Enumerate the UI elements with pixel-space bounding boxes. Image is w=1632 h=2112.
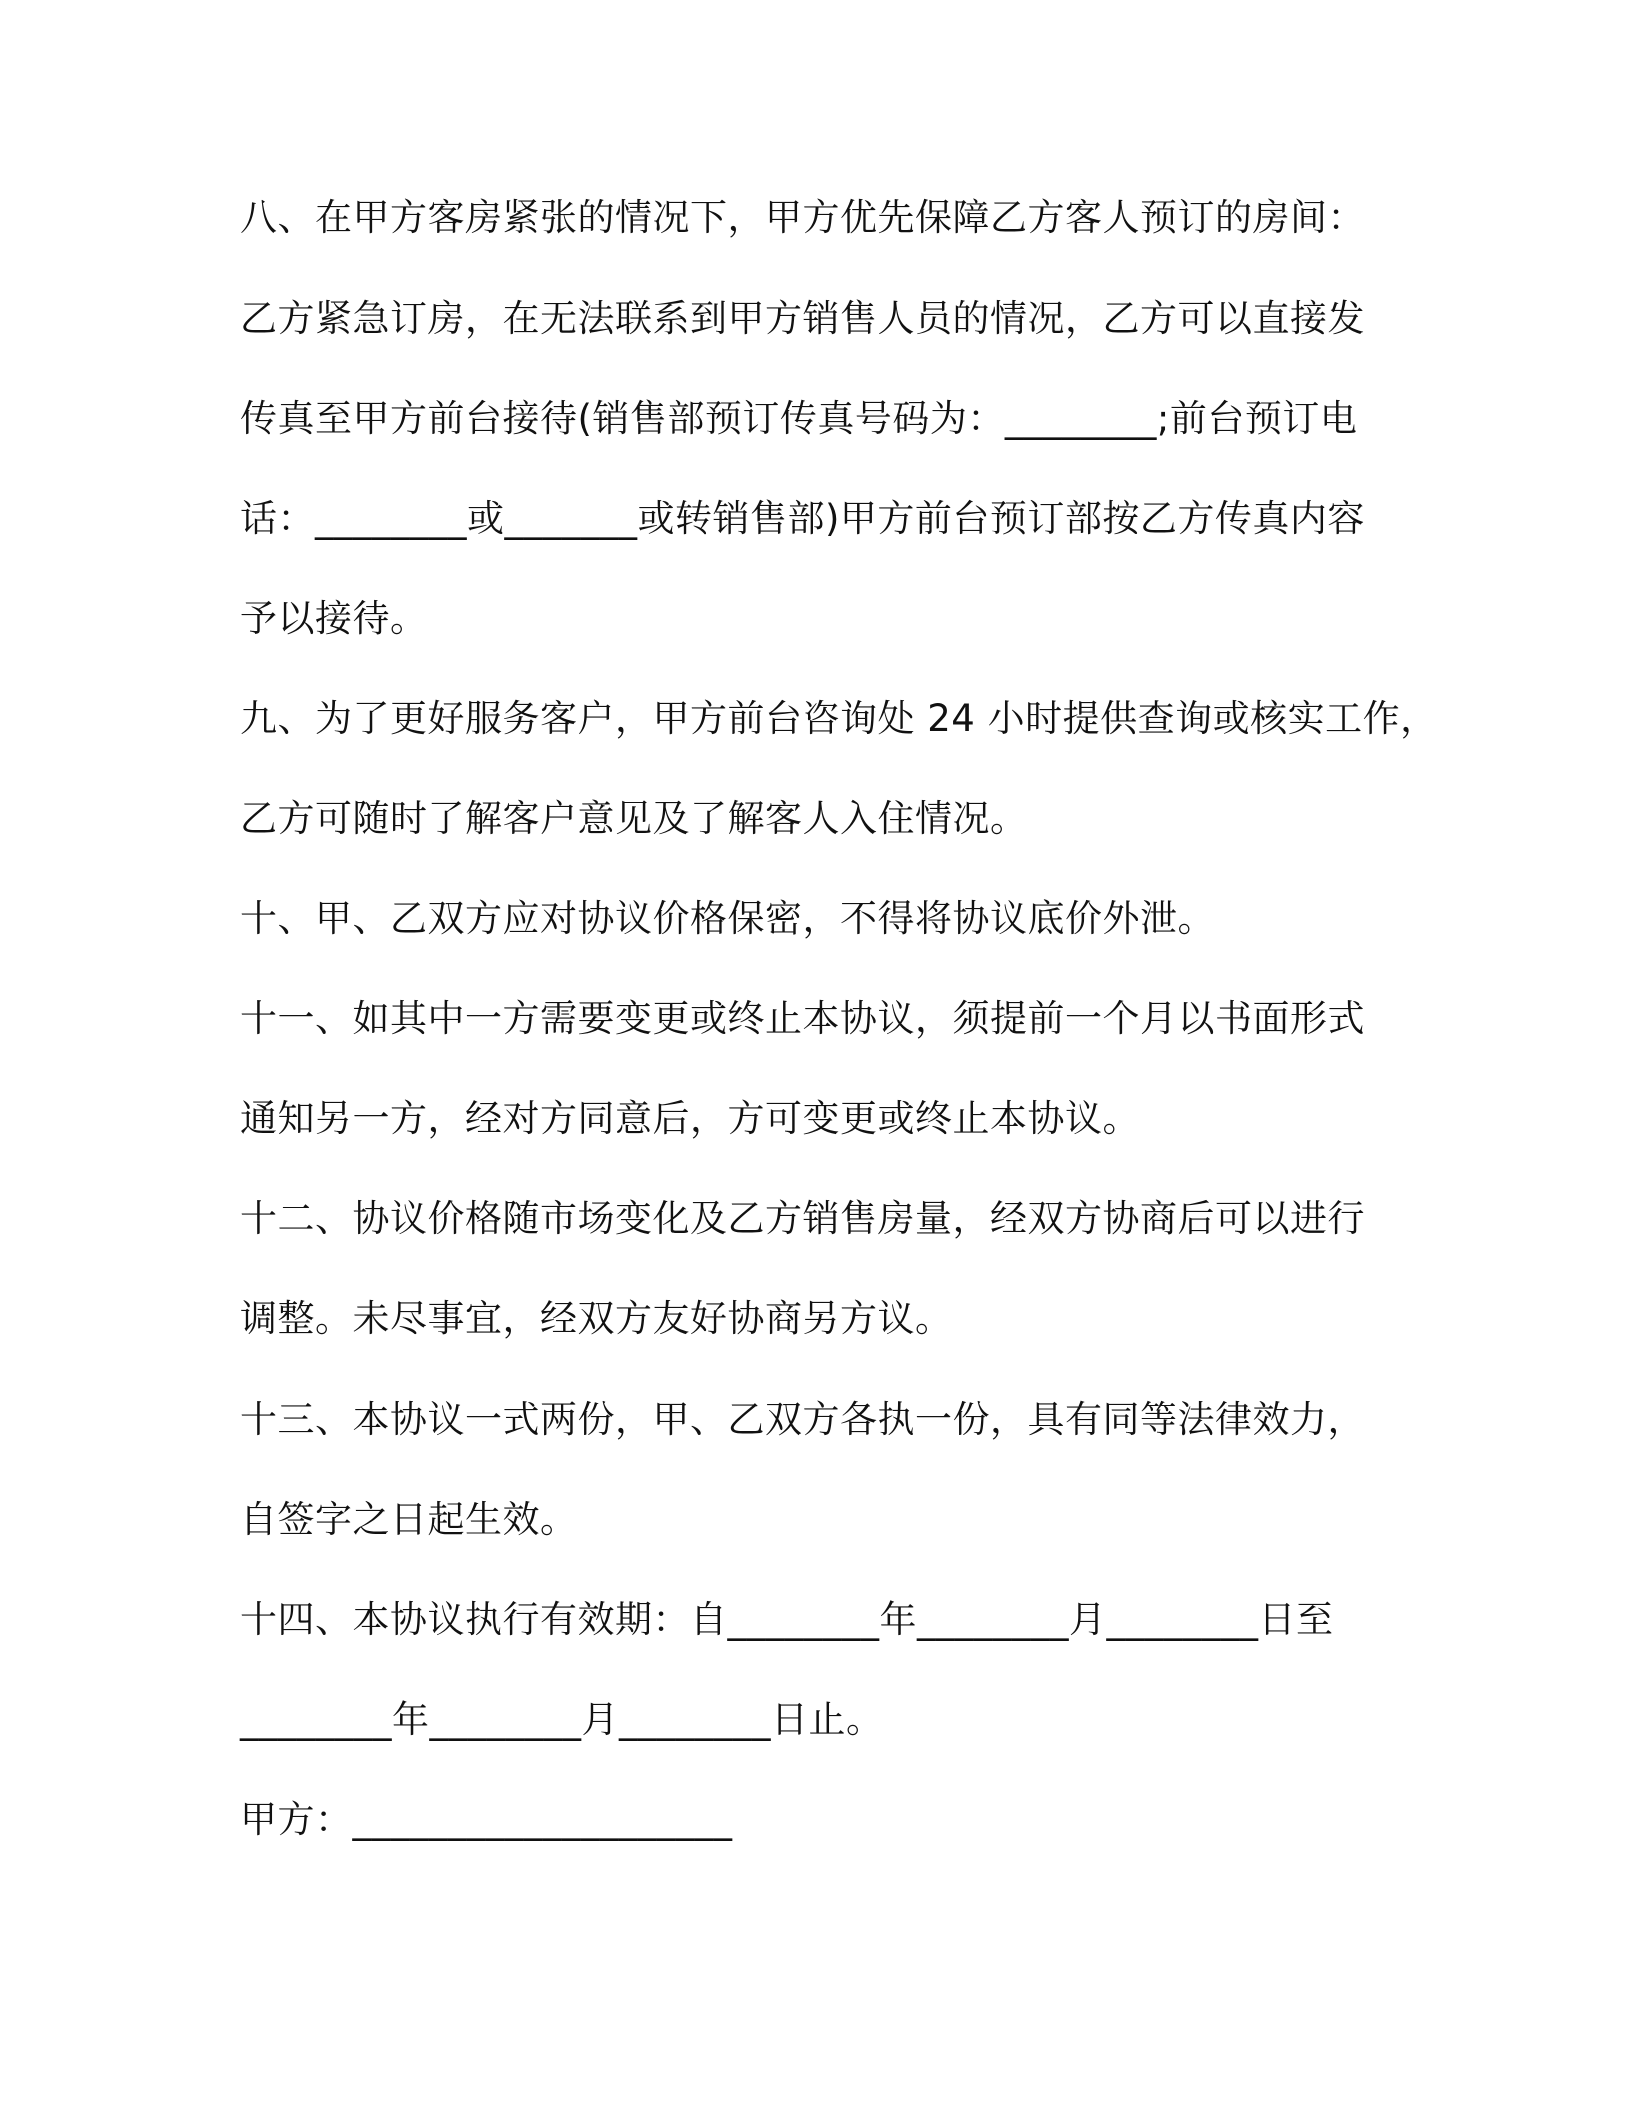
clause-8-line-4: 话：________或_______或转销售部)甲方前台预订部按乙方传真内容 (240, 497, 1365, 540)
party-a-signature-line: 甲方：____________________ (240, 1798, 733, 1841)
clause-11-line-1: 十一、如其中一方需要变更或终止本协议，须提前一个月以书面形式 (240, 997, 1365, 1040)
clause-14-line-1: 十四、本协议执行有效期：自________年________月________日至 (240, 1598, 1334, 1641)
clause-13-line-1: 十三、本协议一式两份，甲、乙双方各执一份，具有同等法律效力， (240, 1398, 1365, 1441)
clause-8-line-1: 八、在甲方客房紧张的情况下，甲方优先保障乙方客人预订的房间： (240, 196, 1365, 239)
clause-12-line-2: 调整。未尽事宜，经双方友好协商另方议。 (240, 1297, 953, 1340)
clause-11-line-2: 通知另一方，经对方同意后，方可变更或终止本协议。 (240, 1097, 1140, 1140)
clause-8-line-2: 乙方紧急订房，在无法联系到甲方销售人员的情况，乙方可以直接发 (240, 297, 1365, 340)
clause-10-line-1: 十、甲、乙双方应对协议价格保密，不得将协议底价外泄。 (240, 897, 1215, 940)
clause-8-line-3: 传真至甲方前台接待(销售部预订传真号码为：________;前台预订电 (240, 397, 1358, 440)
clause-9-line-2: 乙方可随时了解客户意见及了解客人入住情况。 (240, 797, 1028, 840)
clause-13-line-2: 自签字之日起生效。 (240, 1498, 578, 1541)
clause-8-line-5: 予以接待。 (240, 597, 428, 640)
clause-14-line-2: ________年________月________日止。 (240, 1698, 884, 1741)
clause-9-line-1: 九、为了更好服务客户，甲方前台咨询处 24 小时提供查询或核实工作， (240, 697, 1438, 740)
clause-12-line-1: 十二、协议价格随市场变化及乙方销售房量，经双方协商后可以进行 (240, 1197, 1365, 1240)
